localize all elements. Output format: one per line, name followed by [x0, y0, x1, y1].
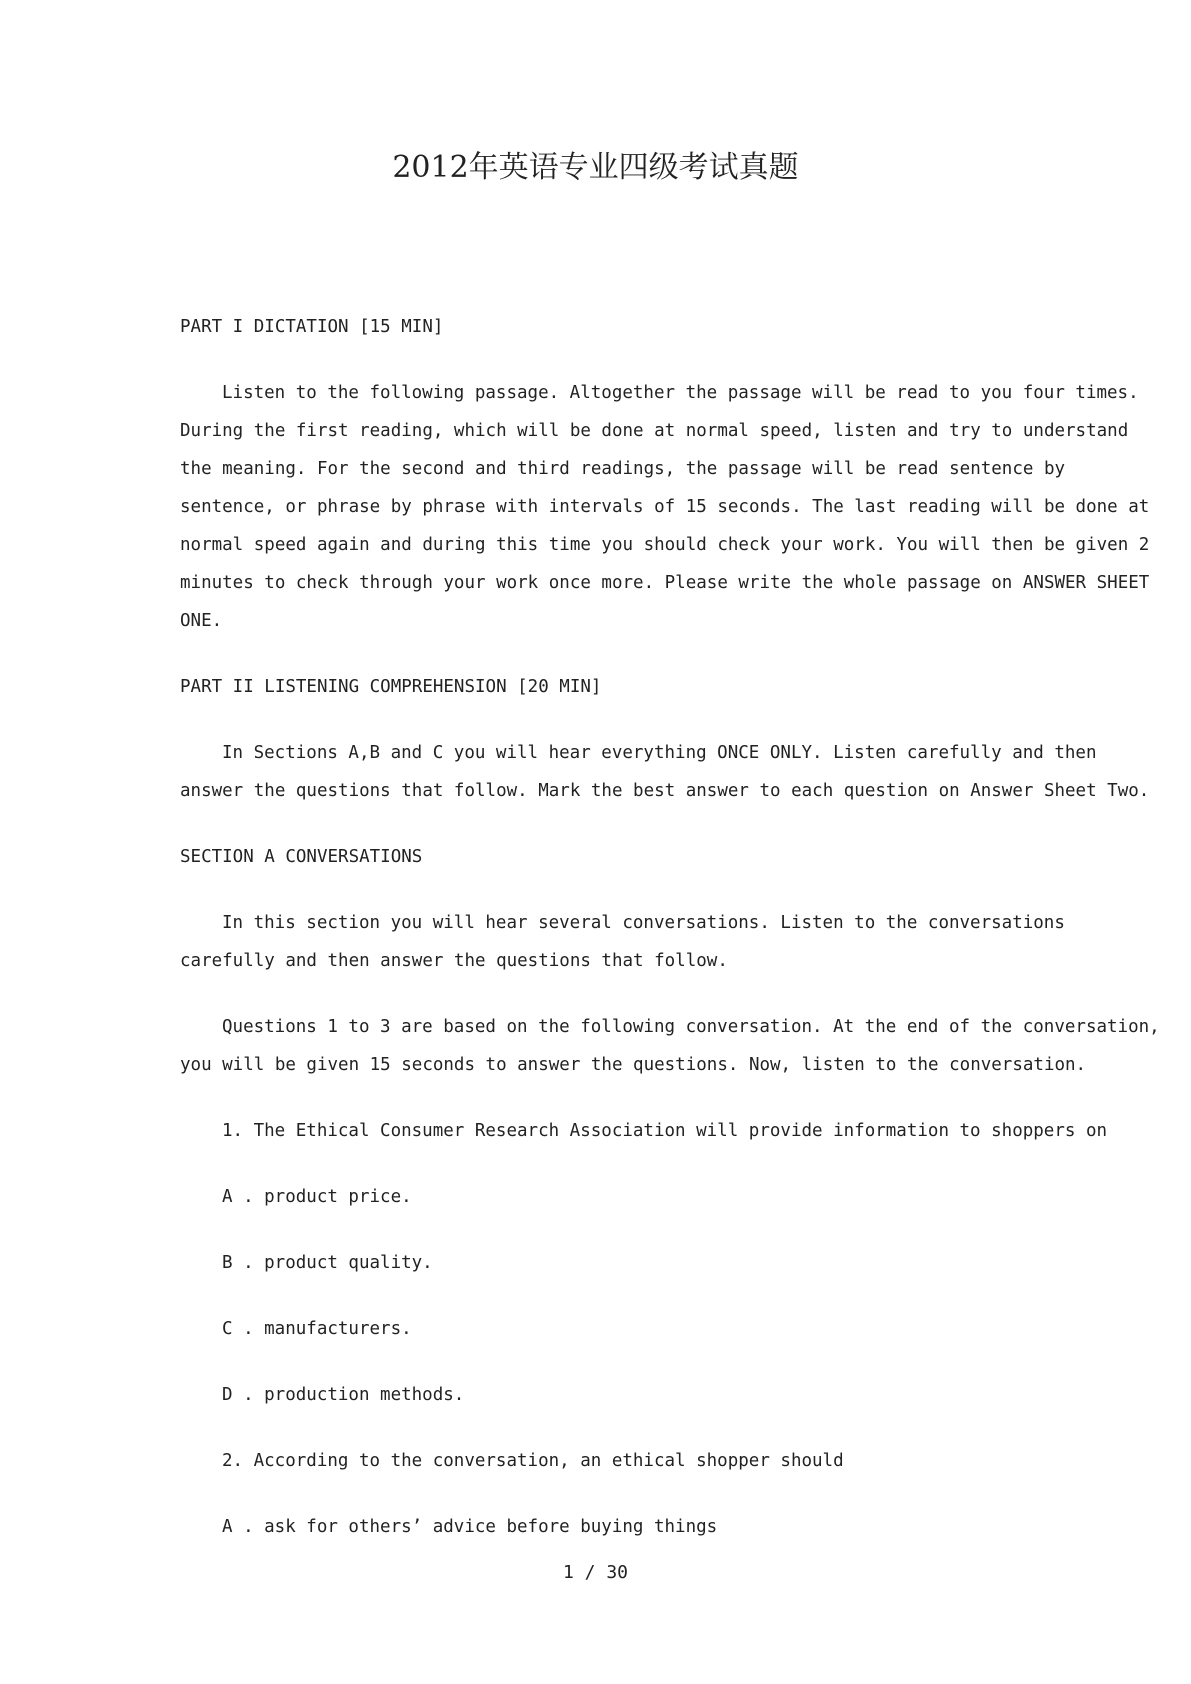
part1-heading: PART I DICTATION [15 MIN]	[180, 317, 444, 337]
question-1-option-a: A . product price.	[222, 1187, 412, 1207]
question-1-option-b: B . product quality.	[222, 1253, 433, 1273]
part2-instructions: In Sections A,B and C you will hear everything ONCE ONLY. Listen carefully and then answer the questions that follow. Mark the best answer to each question on Answer Sheet Two.	[180, 743, 1150, 801]
question-2-option-a: A . ask for others’ advice before buying things	[222, 1517, 718, 1537]
question-1-option-c: C . manufacturers.	[222, 1319, 412, 1339]
question-2-stem: 2. According to the conversation, an ethical shopper should	[222, 1451, 844, 1471]
question-1-stem: 1. The Ethical Consumer Research Association will provide information to shoppers on	[222, 1121, 1108, 1141]
section-a-intro: In this section you will hear several conversations. Listen to the conversations carefully and then answer the questions that follow.	[180, 913, 1065, 971]
part2-heading: PART II LISTENING COMPREHENSION [20 MIN]	[180, 677, 602, 697]
document-body	[180, 308, 1170, 1574]
document-title: 2012年英语专业四级考试真题	[392, 150, 799, 185]
section-a-heading: SECTION A CONVERSATIONS	[180, 847, 423, 867]
section-a-instruction: Questions 1 to 3 are based on the following conversation. At the end of the conversation, you will be given 15 seconds to answer the questions. Now, listen to the conversation.	[180, 1017, 1160, 1075]
question-1-option-d: D . production methods.	[222, 1385, 465, 1405]
page-number: 1 / 30	[562, 1562, 629, 1583]
part1-instructions: Listen to the following passage. Altogether the passage will be read to you four times. During the first reading, which will be done at normal speed, listen and try to understand the meaning. For the second and third readings, the passage will be read sentence by sentence, or phrase by phrase with intervals of 15 seconds. The last reading will be done at normal speed again and during this time you should check your work. You will then be given 2 minutes to check through your work once more. Please write the whole passage on ANSWER SHEET ONE.	[180, 383, 1150, 631]
